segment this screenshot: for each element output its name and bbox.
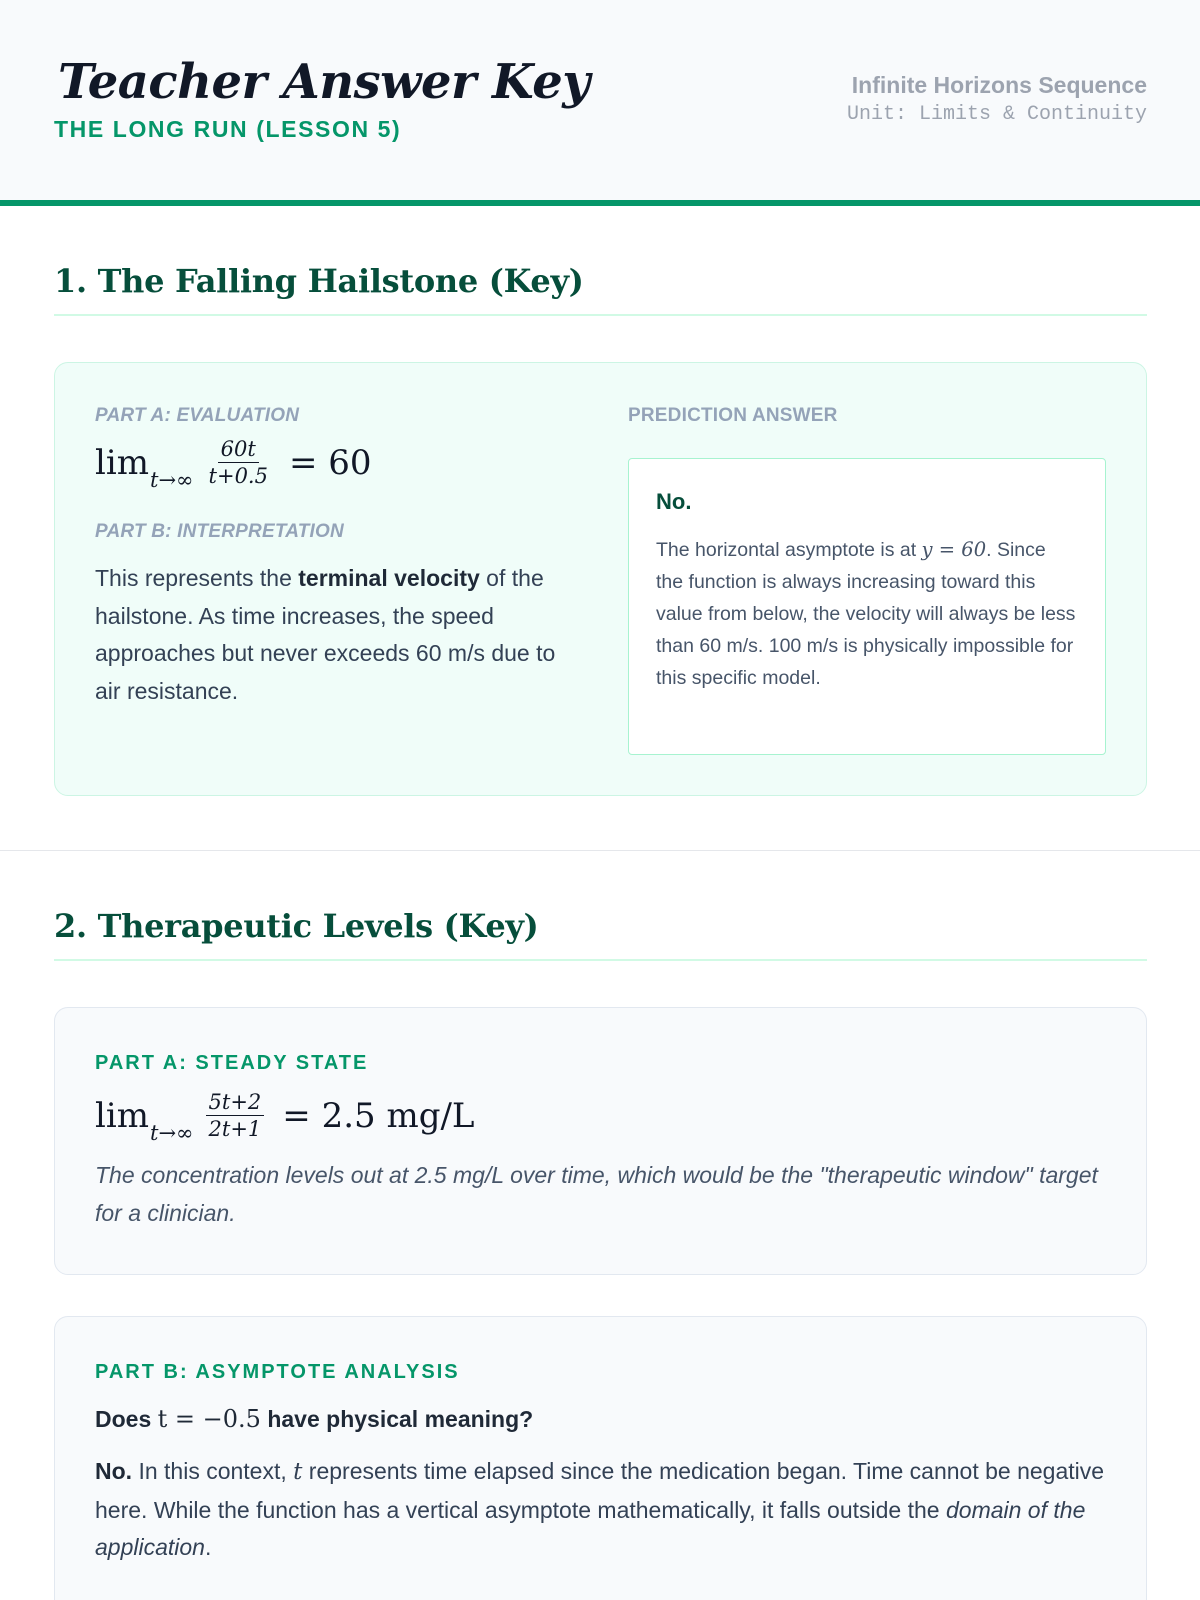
unit-name: Unit: Limits & Continuity bbox=[846, 103, 1147, 126]
answer-no: No. bbox=[95, 1458, 133, 1484]
prediction-text-start: The horizontal asymptote is at bbox=[656, 539, 922, 561]
prediction-answer-box bbox=[628, 458, 1106, 755]
lesson-subtitle: THE LONG RUN (LESSON 5) bbox=[54, 116, 402, 142]
section-1-heading: 1. The Falling Hailstone (Key) bbox=[54, 262, 1147, 316]
limit-result: = 2.5 mg/L bbox=[282, 1095, 475, 1136]
denominator: t+0.5 bbox=[208, 464, 268, 488]
prediction-title: No. bbox=[656, 489, 692, 514]
interp-text-end: of the hailstone. As time increases, the speed approaches but never exceeds 60 m/s due to air resistance. bbox=[95, 565, 556, 704]
prediction-text-end: . Since the function is always increasing toward this value from below, the velocity will always be less than 60 m/s. 100 m/s is physically impossible for this specific model. bbox=[656, 539, 1076, 689]
steady-state-limit-equation bbox=[95, 1090, 475, 1145]
asymptote-answer bbox=[95, 1453, 1105, 1567]
question-math: t = −0.5 bbox=[157, 1405, 261, 1433]
steady-state-note: The concentration levels out at 2.5 mg/L over time, which would be the "therapeutic window" target for a clinician. bbox=[95, 1162, 1098, 1226]
prediction-text bbox=[656, 534, 1076, 694]
interp-text-start: This represents the bbox=[95, 565, 299, 591]
steady-state-card bbox=[54, 1007, 1147, 1275]
denominator: 2t+1 bbox=[208, 1117, 262, 1141]
answer-text-2: represents time elapsed since the medication began. Time cannot be negative here. While the function has a vertical asymptote mathematically, it falls outside the bbox=[95, 1458, 1105, 1523]
terminal-velocity-term: terminal velocity bbox=[298, 565, 480, 591]
domain-term: domain of the application bbox=[95, 1496, 1086, 1560]
steady-state-label: PART A: STEADY STATE bbox=[95, 1052, 369, 1074]
page-title: Teacher Answer Key bbox=[58, 54, 590, 110]
question-start: Does bbox=[95, 1406, 158, 1432]
lim-subscript: t→∞ bbox=[150, 468, 194, 492]
sequence-name: Infinite Horizons Sequence bbox=[851, 72, 1147, 98]
fraction bbox=[206, 437, 271, 488]
part-b-label: PART B: INTERPRETATION bbox=[95, 521, 344, 542]
asymptote-math: y = 60 bbox=[921, 538, 987, 561]
lim-operator: lim bbox=[95, 1095, 149, 1136]
limit-result: = 60 bbox=[288, 442, 372, 483]
fraction bbox=[206, 1090, 265, 1141]
hailstone-limit-equation bbox=[95, 437, 372, 492]
section-2-heading: 2. Therapeutic Levels (Key) bbox=[54, 907, 1147, 961]
lim-subscript: t→∞ bbox=[150, 1121, 194, 1145]
page-header bbox=[0, 0, 1200, 206]
section-divider bbox=[0, 850, 1200, 851]
hailstone-card bbox=[54, 362, 1147, 796]
asymptote-analysis-label: PART B: ASYMPTOTE ANALYSIS bbox=[95, 1361, 460, 1383]
lim-operator: lim bbox=[95, 442, 149, 483]
asymptote-analysis-card bbox=[54, 1316, 1147, 1600]
part-a-label: PART A: EVALUATION bbox=[95, 405, 300, 426]
interpretation-text bbox=[95, 560, 573, 710]
answer-end: . bbox=[204, 1534, 212, 1560]
asymptote-question bbox=[95, 1405, 533, 1433]
numerator: 60t bbox=[218, 437, 259, 463]
answer-math-t: t bbox=[293, 1459, 303, 1485]
prediction-label: PREDICTION ANSWER bbox=[628, 405, 838, 426]
answer-text-1: In this context, bbox=[132, 1458, 294, 1484]
numerator: 5t+2 bbox=[206, 1090, 265, 1116]
question-end: have physical meaning? bbox=[260, 1406, 534, 1432]
